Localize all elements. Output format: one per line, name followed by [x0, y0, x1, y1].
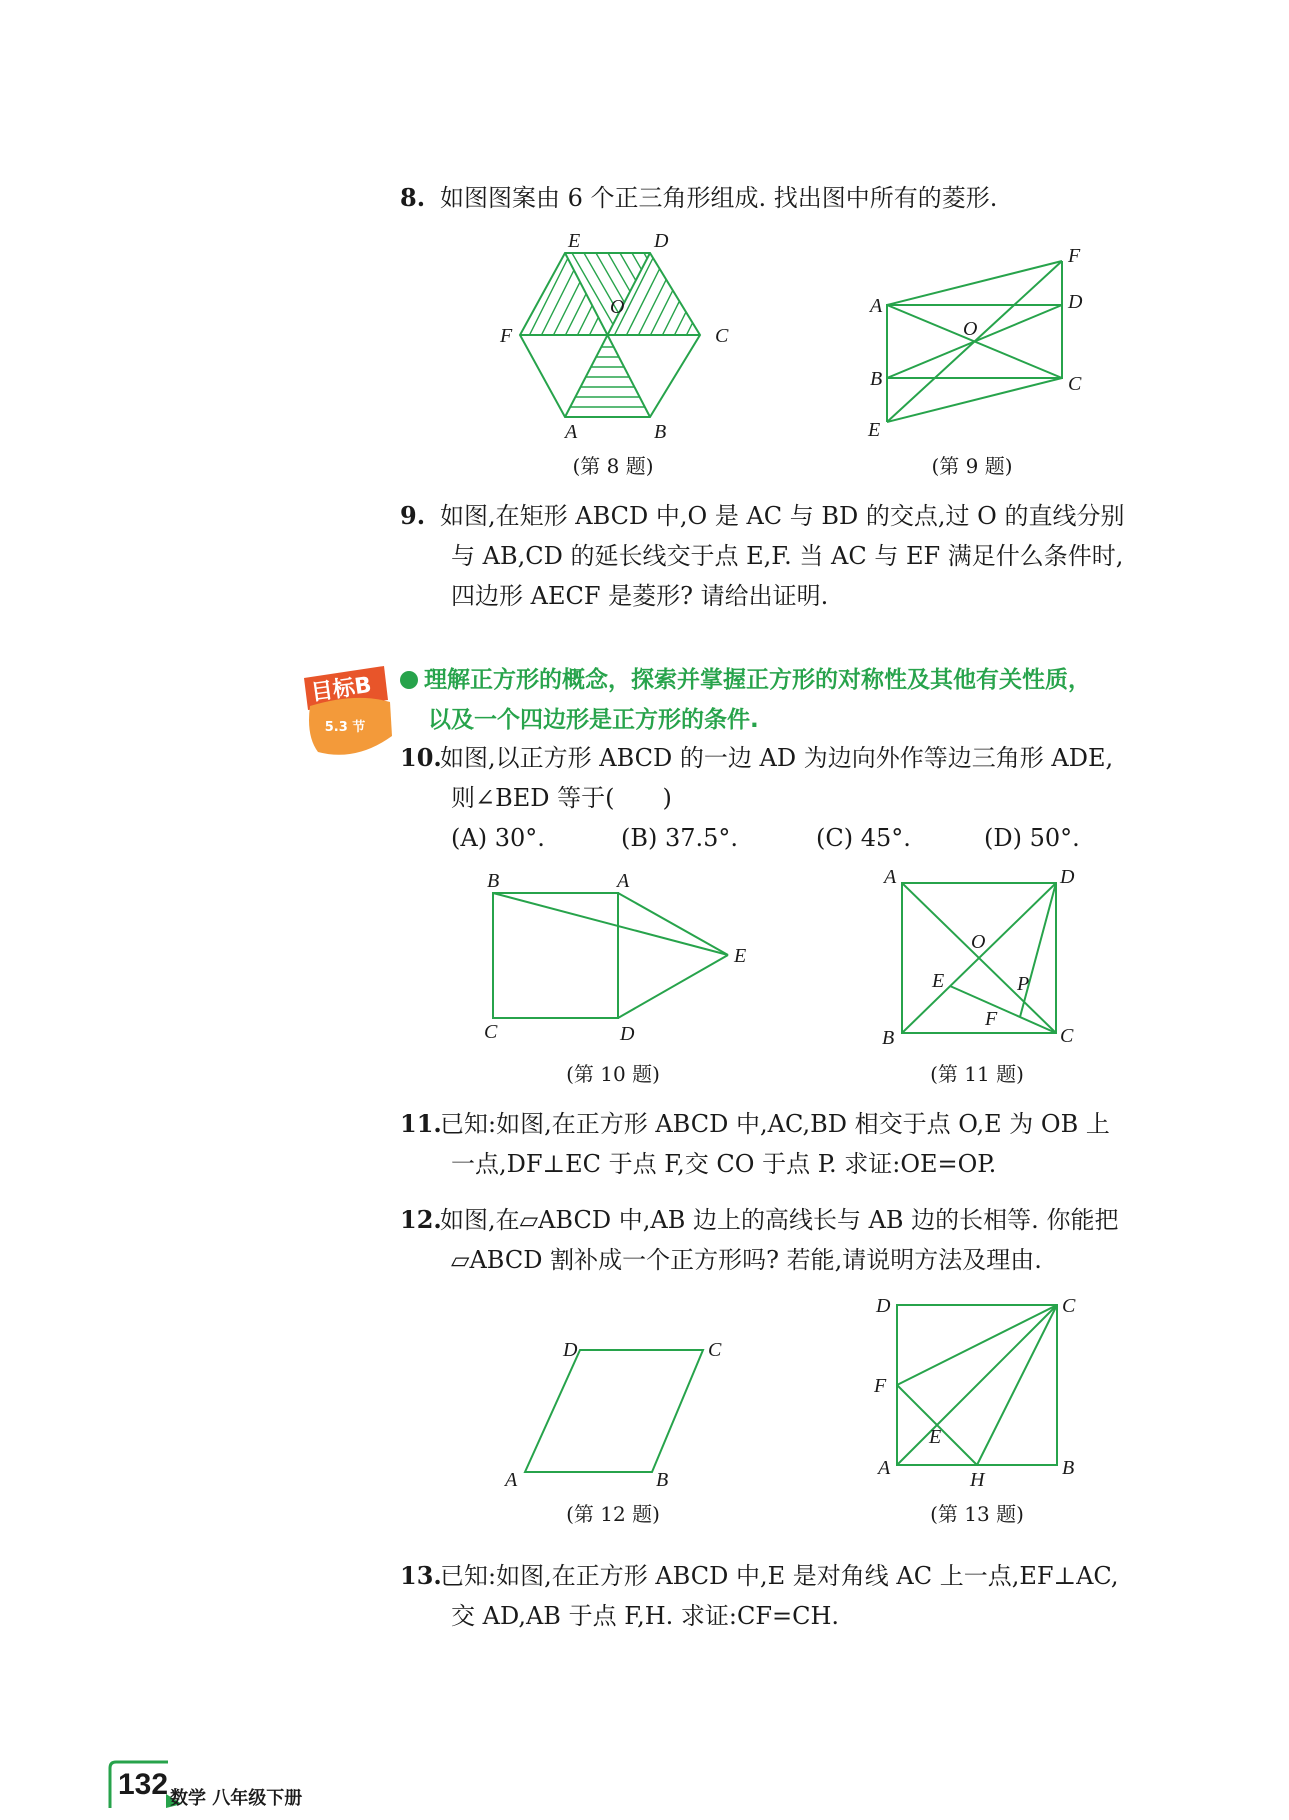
label-e: E — [568, 230, 581, 252]
label-a: A — [884, 866, 897, 888]
label-c: C — [1060, 1025, 1074, 1047]
problem-text: 如图图案由 6 个正三角形组成. 找出图中所有的菱形. — [440, 184, 998, 212]
goal-line-1: 理解正方形的概念，探索并掌握正方形的对称性及其他有关性质， — [424, 667, 1091, 693]
page-number: 132 — [118, 1768, 169, 1801]
label-f: F — [1068, 245, 1081, 267]
label-a: A — [617, 870, 630, 892]
caption-fig8: (第 8 题) — [572, 454, 654, 478]
label-b: B — [1062, 1457, 1075, 1479]
bullet-icon — [400, 671, 418, 689]
label-c: C — [1062, 1295, 1076, 1317]
label-e: E — [932, 970, 945, 992]
label-a: A — [565, 421, 578, 443]
label-d: D — [654, 230, 669, 252]
label-e: E — [868, 419, 881, 438]
goal-line-2: 以及一个四边形是正方形的条件. — [428, 707, 759, 733]
problem-text: 已知:如图,在正方形 ABCD 中,E 是对角线 AC 上一点,EF⊥AC, — [440, 1562, 1119, 1590]
label-h: H — [970, 1469, 985, 1490]
problem-text: 如图,在▱ABCD 中,AB 边上的高线长与 AB 边的长相等. 你能把 — [440, 1206, 1119, 1234]
label-c: C — [715, 325, 729, 347]
problem-12 — [400, 1200, 1190, 1280]
figure-12 — [500, 1325, 740, 1495]
problem-text: 如图,在矩形 ABCD 中,O 是 AC 与 BD 的交点,过 O 的直线分别 — [440, 502, 1125, 530]
figure-11 — [870, 860, 1100, 1050]
option-b: (B) 37.5°. — [621, 824, 739, 852]
problem-text: ▱ABCD 割补成一个正方形吗? 若能,请说明方法及理由. — [451, 1246, 1042, 1274]
label-f: F — [874, 1375, 887, 1397]
badge-section: 5.3 节 — [324, 720, 366, 735]
label-d: D — [1068, 291, 1083, 313]
problem-text: 一点,DF⊥EC 于点 F,交 CO 于点 P. 求证:OE=OP. — [451, 1150, 997, 1178]
caption-fig10: (第 10 题) — [566, 1062, 660, 1086]
goal-badge — [296, 666, 396, 760]
label-f: F — [985, 1008, 998, 1030]
problem-text: 已知:如图,在正方形 ABCD 中,AC,BD 相交于点 O,E 为 OB 上 — [440, 1110, 1110, 1138]
badge-title: 目标B — [309, 672, 374, 707]
label-b: B — [654, 421, 667, 443]
label-d: D — [1060, 866, 1075, 888]
label-b: B — [656, 1469, 669, 1491]
problem-text: 与 AB,CD 的延长线交于点 E,F. 当 AC 与 EF 满足什么条件时, — [451, 542, 1124, 570]
figure-9 — [860, 238, 1100, 438]
label-e: E — [734, 945, 747, 967]
hatch-doc — [600, 240, 734, 340]
problem-number: 11. — [400, 1109, 442, 1138]
label-c: C — [708, 1339, 722, 1361]
label-c: C — [1068, 373, 1082, 395]
label-b: B — [870, 368, 883, 390]
answer-options — [400, 818, 1190, 858]
problem-number: 8. — [400, 183, 426, 212]
problem-text: 则∠BED 等于( ) — [451, 784, 672, 812]
hatch-eof — [515, 240, 637, 340]
problem-10 — [400, 738, 1190, 858]
option-a: (A) 30°. — [451, 824, 545, 852]
problem-text: 四边形 AECF 是菱形? 请给出证明. — [451, 582, 829, 610]
problem-9 — [400, 496, 1190, 616]
label-e: E — [929, 1426, 942, 1448]
label-b: B — [487, 870, 500, 892]
caption-fig12: (第 12 题) — [566, 1502, 660, 1526]
label-o: O — [971, 931, 986, 953]
caption-fig11: (第 11 题) — [930, 1062, 1024, 1086]
label-c: C — [484, 1021, 498, 1043]
problem-number: 12. — [400, 1205, 442, 1234]
label-o: O — [963, 318, 978, 340]
option-d: (D) 50°. — [984, 824, 1080, 852]
label-d: D — [876, 1295, 891, 1317]
label-a: A — [505, 1469, 518, 1491]
problem-number: 13. — [400, 1561, 442, 1590]
option-c: (C) 45°. — [816, 824, 911, 852]
figure-13 — [870, 1290, 1100, 1490]
book-title: 数学 八年级下册 — [170, 1788, 303, 1809]
label-o: O — [610, 296, 625, 318]
label-a: A — [878, 1457, 891, 1479]
problem-number: 9. — [400, 501, 426, 530]
caption-fig9: (第 9 题) — [931, 454, 1013, 478]
label-f: F — [500, 325, 513, 347]
problem-11 — [400, 1104, 1190, 1184]
figure-10 — [475, 865, 765, 1045]
label-p: P — [1017, 973, 1030, 995]
problem-13 — [400, 1556, 1190, 1636]
problem-text: 如图,以正方形 ABCD 的一边 AD 为边向外作等边三角形 ADE, — [440, 744, 1114, 772]
label-b: B — [882, 1027, 895, 1049]
label-d: D — [563, 1339, 578, 1361]
problem-text: 交 AD,AB 于点 F,H. 求证:CF=CH. — [451, 1602, 840, 1630]
problem-8 — [400, 178, 1190, 218]
goal-text — [400, 660, 1200, 740]
figure-8-hexagon — [495, 230, 755, 445]
caption-fig13: (第 13 题) — [930, 1502, 1024, 1526]
problem-number: 10. — [400, 743, 442, 772]
label-a: A — [870, 295, 883, 317]
label-d: D — [620, 1023, 635, 1045]
